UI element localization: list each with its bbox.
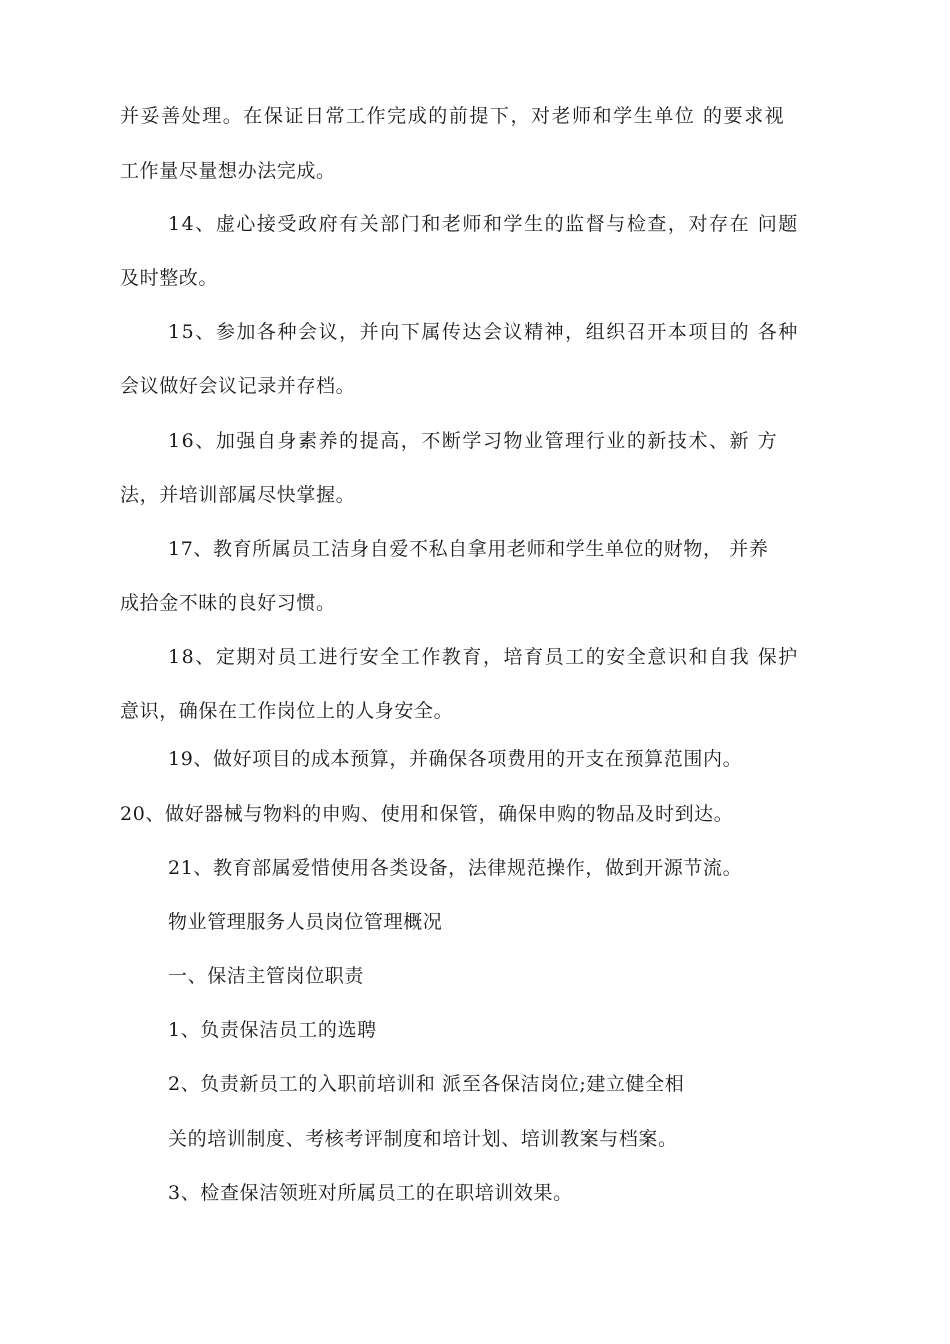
text-line: 3、检查保洁领班对所属员工的在职培训效果。 bbox=[168, 1182, 573, 1204]
text-line: 21、教育部属爱惜使用各类设备，法律规范操作，做到开源节流。 bbox=[168, 857, 743, 879]
text-line: 1、负责保洁员工的选聘 bbox=[168, 1019, 377, 1041]
text-line: 成拾金不昧的良好习惯。 bbox=[120, 592, 336, 614]
text-line: 20、做好器械与物料的申购、使用和保管，确保申购的物品及时到达。 bbox=[120, 803, 734, 825]
text-line: 法，并培训部属尽快掌握。 bbox=[120, 484, 356, 506]
text-line: 16、加强自身素养的提高，不断学习物业管理行业的新技术、新 方 bbox=[168, 430, 779, 452]
text-line: 及时整改。 bbox=[120, 267, 219, 289]
text-line: 会议做好会议记录并存档。 bbox=[120, 375, 356, 397]
text-line: 2、负责新员工的入职前培训和 派至各保洁岗位;建立健全相 bbox=[168, 1073, 685, 1095]
text-line: 19、做好项目的成本预算，并确保各项费用的开支在预算范围内。 bbox=[168, 748, 743, 770]
text-line: 工作量尽量想办法完成。 bbox=[120, 160, 336, 182]
text-line: 14、虚心接受政府有关部门和老师和学生的监督与检查，对存在 问题 bbox=[168, 213, 799, 235]
text-line: 15、参加各种会议，并向下属传达会议精神，组织召开本项目的 各种 bbox=[168, 321, 799, 343]
text-line: 意识，确保在工作岗位上的人身安全。 bbox=[120, 700, 454, 722]
text-line: 17、教育所属员工洁身自爱不私自拿用老师和学生单位的财物， 并养 bbox=[168, 538, 769, 560]
section-title: 物业管理服务人员岗位管理概况 bbox=[168, 911, 443, 933]
text-line: 关的培训制度、考核考评制度和培计划、培训教案与档案。 bbox=[168, 1128, 678, 1150]
text-line: 并妥善处理。在保证日常工作完成的前提下，对老师和学生单位 的要求视 bbox=[120, 105, 786, 127]
text-line: 18、定期对员工进行安全工作教育，培育员工的安全意识和自我 保护 bbox=[168, 646, 799, 668]
section-heading: 一、保洁主管岗位职责 bbox=[168, 965, 365, 987]
